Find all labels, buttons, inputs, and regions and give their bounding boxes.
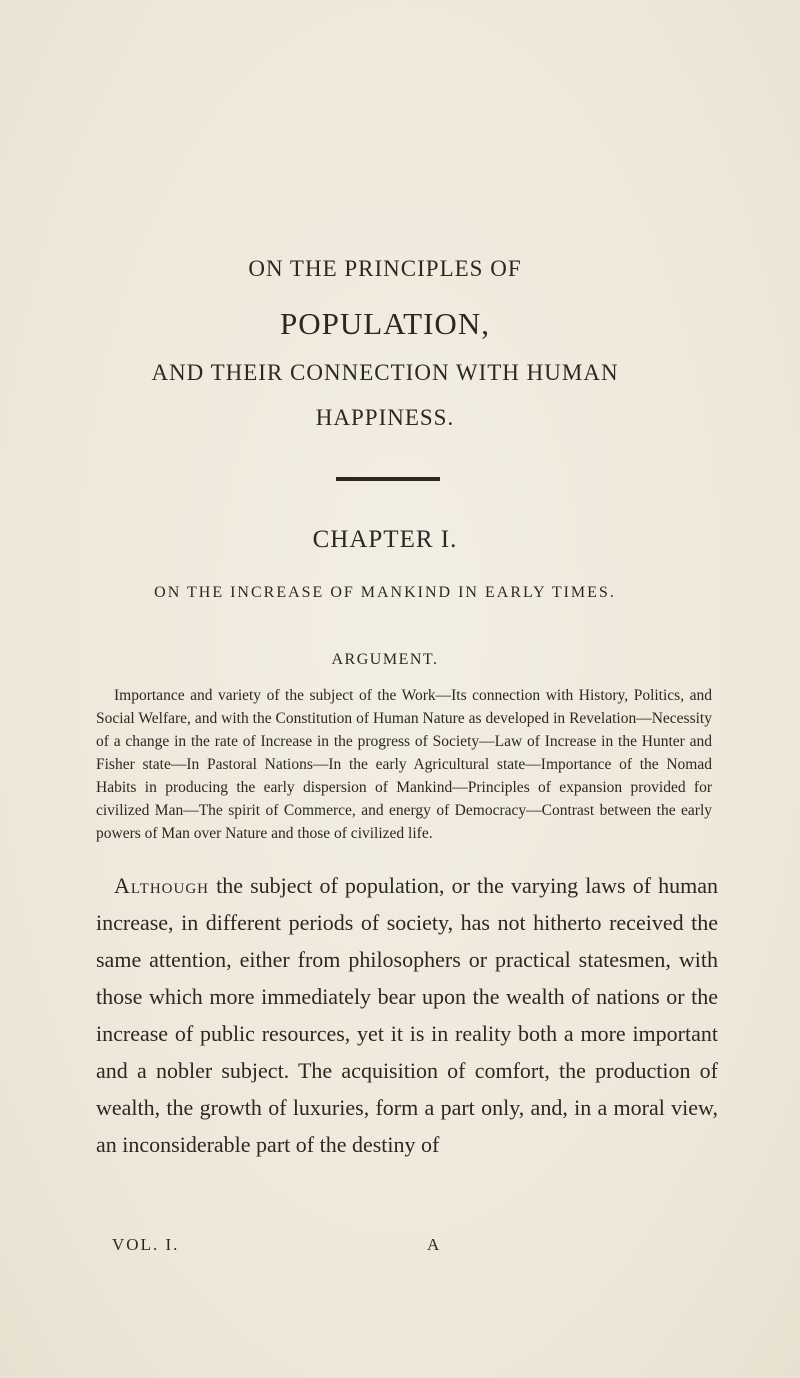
decorative-rule [336, 477, 440, 481]
chapter-heading: CHAPTER I. [312, 526, 458, 553]
title-line-3: AND THEIR CONNECTION WITH HUMAN [151, 360, 619, 385]
chapter-subtitle: ON THE INCREASE OF MANKIND IN EARLY TIMES. [154, 584, 616, 601]
argument-text: Importance and variety of the subject of the Work—Its connection with History, Politics, and Social Welfare, and with the Constitution of Human Nature as developed in Revelation—Necessity of a change in the rate of Increase in the progress of Society—Law of Increase in the Hunter and Fisher state—In Pastoral Nations—In the early Agricultural state—Importance of the Nomad Habits in producing the early dispersion of Mankind—Principles of expansion provided for civilized Man—The spirit of Commerce, and energy of Democracy—Contrast between the early powers of Man over Nature and those of civilized life. [96, 687, 712, 842]
body-paragraph [96, 867, 718, 1163]
page-footer [112, 1235, 712, 1255]
title-line-4: HAPPINESS. [315, 405, 455, 430]
body-text: the subject of population, or the varying laws of human increase, in different periods of society, has not hitherto received the same attention, either from philosophers or practical statesmen, with those which more immediately bear upon the wealth of nations or the increase of public resources, yet it is in reality both a more important and a nobler subject. The acquisition of comfort, the production of wealth, the growth of luxuries, form a part only, and, in a moral view, an inconsiderable part of the destiny of [96, 873, 718, 1157]
signature-mark: A [427, 1235, 442, 1254]
title-line-2: POPULATION, [280, 306, 490, 341]
argument-heading: ARGUMENT. [331, 651, 439, 668]
body-lead-word: Although [114, 873, 209, 898]
title-line-1: ON THE PRINCIPLES OF [248, 256, 522, 281]
volume-label: VOL. I. [112, 1235, 180, 1254]
